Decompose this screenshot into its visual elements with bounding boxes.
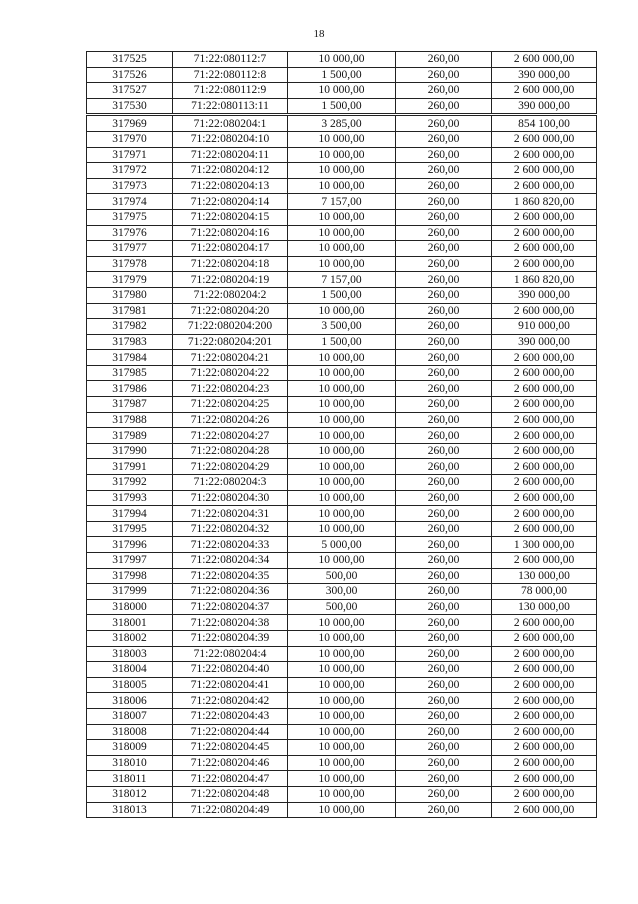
rate-cell: 260,00: [396, 272, 492, 288]
record-id-cell: 318007: [87, 708, 173, 724]
cadastral-number-cell: 71:22:080204:13: [173, 178, 288, 194]
record-id-cell: 317527: [87, 83, 173, 99]
rate-cell: 260,00: [396, 225, 492, 241]
record-id-cell: 317969: [87, 115, 173, 132]
cadastral-number-cell: 71:22:080204:33: [173, 537, 288, 553]
table-row: [87, 350, 597, 366]
table-row: [87, 303, 597, 319]
area-cell: 500,00: [288, 568, 396, 584]
area-cell: 10 000,00: [288, 693, 396, 709]
record-id-cell: 318006: [87, 693, 173, 709]
area-cell: 7 157,00: [288, 194, 396, 210]
record-id-cell: 318012: [87, 786, 173, 802]
area-cell: 10 000,00: [288, 412, 396, 428]
area-cell: 10 000,00: [288, 646, 396, 662]
value-cell: 2 600 000,00: [492, 381, 597, 397]
area-cell: 10 000,00: [288, 131, 396, 147]
area-cell: 10 000,00: [288, 521, 396, 537]
rate-cell: 260,00: [396, 662, 492, 678]
rate-cell: 260,00: [396, 693, 492, 709]
value-cell: 2 600 000,00: [492, 303, 597, 319]
value-cell: 2 600 000,00: [492, 553, 597, 569]
record-id-cell: 317999: [87, 584, 173, 600]
area-cell: 10 000,00: [288, 724, 396, 740]
value-cell: 2 600 000,00: [492, 693, 597, 709]
record-id-cell: 317970: [87, 131, 173, 147]
table-row: [87, 443, 597, 459]
table-row: [87, 771, 597, 787]
rate-cell: 260,00: [396, 241, 492, 257]
value-cell: 2 600 000,00: [492, 412, 597, 428]
record-id-cell: 317985: [87, 365, 173, 381]
value-cell: 2 600 000,00: [492, 490, 597, 506]
record-id-cell: 317984: [87, 350, 173, 366]
rate-cell: 260,00: [396, 365, 492, 381]
rate-cell: 260,00: [396, 740, 492, 756]
value-cell: 2 600 000,00: [492, 241, 597, 257]
area-cell: 500,00: [288, 599, 396, 615]
area-cell: 1 500,00: [288, 98, 396, 115]
area-cell: 10 000,00: [288, 475, 396, 491]
cadastral-number-cell: 71:22:080204:3: [173, 475, 288, 491]
value-cell: 390 000,00: [492, 67, 597, 83]
table-row: [87, 693, 597, 709]
table-row: [87, 287, 597, 303]
area-cell: 10 000,00: [288, 163, 396, 179]
table-row: [87, 584, 597, 600]
rate-cell: 260,00: [396, 397, 492, 413]
rate-cell: 260,00: [396, 319, 492, 335]
value-cell: 2 600 000,00: [492, 365, 597, 381]
cadastral-number-cell: 71:22:080204:38: [173, 615, 288, 631]
rate-cell: 260,00: [396, 147, 492, 163]
cadastral-number-cell: 71:22:080204:45: [173, 740, 288, 756]
cadastral-number-cell: 71:22:080204:27: [173, 428, 288, 444]
value-cell: 2 600 000,00: [492, 755, 597, 771]
record-id-cell: 317980: [87, 287, 173, 303]
record-id-cell: 317997: [87, 553, 173, 569]
table-row: [87, 599, 597, 615]
value-cell: 390 000,00: [492, 287, 597, 303]
area-cell: 10 000,00: [288, 178, 396, 194]
table-row: [87, 115, 597, 132]
record-id-cell: 318001: [87, 615, 173, 631]
area-cell: 10 000,00: [288, 241, 396, 257]
cadastral-number-cell: 71:22:080204:201: [173, 334, 288, 350]
cadastral-number-cell: 71:22:080204:25: [173, 397, 288, 413]
table-row: [87, 365, 597, 381]
rate-cell: 260,00: [396, 209, 492, 225]
record-id-cell: 317975: [87, 209, 173, 225]
value-cell: 2 600 000,00: [492, 786, 597, 802]
record-id-cell: 317977: [87, 241, 173, 257]
area-cell: 10 000,00: [288, 459, 396, 475]
area-cell: 10 000,00: [288, 428, 396, 444]
cadastral-number-cell: 71:22:080204:4: [173, 646, 288, 662]
record-id-cell: 318011: [87, 771, 173, 787]
table-row: [87, 521, 597, 537]
area-cell: 10 000,00: [288, 677, 396, 693]
table-row: [87, 256, 597, 272]
record-id-cell: 317991: [87, 459, 173, 475]
record-id-cell: 317973: [87, 178, 173, 194]
value-cell: 2 600 000,00: [492, 662, 597, 678]
value-cell: 2 600 000,00: [492, 475, 597, 491]
record-id-cell: 317983: [87, 334, 173, 350]
area-cell: 10 000,00: [288, 52, 396, 68]
cadastral-number-cell: 71:22:080204:35: [173, 568, 288, 584]
record-id-cell: 317998: [87, 568, 173, 584]
table-row: [87, 272, 597, 288]
rate-cell: 260,00: [396, 178, 492, 194]
value-cell: 2 600 000,00: [492, 397, 597, 413]
record-id-cell: 317988: [87, 412, 173, 428]
rate-cell: 260,00: [396, 490, 492, 506]
table-row: [87, 397, 597, 413]
cadastral-number-cell: 71:22:080204:26: [173, 412, 288, 428]
cadastral-number-cell: 71:22:080204:2: [173, 287, 288, 303]
cadastral-number-cell: 71:22:080204:29: [173, 459, 288, 475]
rate-cell: 260,00: [396, 443, 492, 459]
table-row: [87, 194, 597, 210]
value-cell: 2 600 000,00: [492, 52, 597, 68]
area-cell: 10 000,00: [288, 490, 396, 506]
rate-cell: 260,00: [396, 599, 492, 615]
rate-cell: 260,00: [396, 459, 492, 475]
table-row: [87, 740, 597, 756]
area-cell: 10 000,00: [288, 786, 396, 802]
rate-cell: 260,00: [396, 381, 492, 397]
cadastral-number-cell: 71:22:080204:1: [173, 115, 288, 132]
value-cell: 2 600 000,00: [492, 646, 597, 662]
table-row: [87, 334, 597, 350]
value-cell: 2 600 000,00: [492, 506, 597, 522]
rate-cell: 260,00: [396, 786, 492, 802]
rate-cell: 260,00: [396, 475, 492, 491]
value-cell: 2 600 000,00: [492, 131, 597, 147]
table-row: [87, 98, 597, 115]
record-id-cell: 317979: [87, 272, 173, 288]
rate-cell: 260,00: [396, 506, 492, 522]
table-row: [87, 241, 597, 257]
rate-cell: 260,00: [396, 584, 492, 600]
land-plot-table: [86, 51, 597, 818]
rate-cell: 260,00: [396, 521, 492, 537]
table-row: [87, 724, 597, 740]
record-id-cell: 317989: [87, 428, 173, 444]
table-row: [87, 802, 597, 818]
area-cell: 10 000,00: [288, 256, 396, 272]
table-row: [87, 615, 597, 631]
rate-cell: 260,00: [396, 52, 492, 68]
record-id-cell: 317993: [87, 490, 173, 506]
record-id-cell: 317971: [87, 147, 173, 163]
table-row: [87, 662, 597, 678]
cadastral-number-cell: 71:22:080204:48: [173, 786, 288, 802]
table-row: [87, 708, 597, 724]
rate-cell: 260,00: [396, 67, 492, 83]
area-cell: 1 500,00: [288, 67, 396, 83]
value-cell: 2 600 000,00: [492, 209, 597, 225]
record-id-cell: 318010: [87, 755, 173, 771]
record-id-cell: 318005: [87, 677, 173, 693]
cadastral-number-cell: 71:22:080113:11: [173, 98, 288, 115]
record-id-cell: 318002: [87, 630, 173, 646]
cadastral-number-cell: 71:22:080204:46: [173, 755, 288, 771]
value-cell: 1 300 000,00: [492, 537, 597, 553]
value-cell: 130 000,00: [492, 599, 597, 615]
area-cell: 10 000,00: [288, 771, 396, 787]
value-cell: 390 000,00: [492, 334, 597, 350]
table-row: [87, 381, 597, 397]
rate-cell: 260,00: [396, 724, 492, 740]
value-cell: 2 600 000,00: [492, 350, 597, 366]
cadastral-number-cell: 71:22:080204:32: [173, 521, 288, 537]
value-cell: 2 600 000,00: [492, 83, 597, 99]
cadastral-number-cell: 71:22:080204:23: [173, 381, 288, 397]
rate-cell: 260,00: [396, 303, 492, 319]
value-cell: 1 860 820,00: [492, 194, 597, 210]
record-id-cell: 317992: [87, 475, 173, 491]
area-cell: 3 285,00: [288, 115, 396, 132]
rate-cell: 260,00: [396, 256, 492, 272]
area-cell: 10 000,00: [288, 802, 396, 818]
cadastral-number-cell: 71:22:080204:41: [173, 677, 288, 693]
area-cell: 10 000,00: [288, 365, 396, 381]
value-cell: 2 600 000,00: [492, 256, 597, 272]
cadastral-number-cell: 71:22:080204:44: [173, 724, 288, 740]
record-id-cell: 318008: [87, 724, 173, 740]
value-cell: 2 600 000,00: [492, 802, 597, 818]
cadastral-number-cell: 71:22:080204:42: [173, 693, 288, 709]
area-cell: 1 500,00: [288, 287, 396, 303]
record-id-cell: 317525: [87, 52, 173, 68]
cadastral-number-cell: 71:22:080204:20: [173, 303, 288, 319]
record-id-cell: 318003: [87, 646, 173, 662]
cadastral-number-cell: 71:22:080204:16: [173, 225, 288, 241]
record-id-cell: 317995: [87, 521, 173, 537]
value-cell: 2 600 000,00: [492, 677, 597, 693]
rate-cell: 260,00: [396, 194, 492, 210]
record-id-cell: 317530: [87, 98, 173, 115]
rate-cell: 260,00: [396, 412, 492, 428]
rate-cell: 260,00: [396, 630, 492, 646]
rate-cell: 260,00: [396, 537, 492, 553]
rate-cell: 260,00: [396, 350, 492, 366]
table-row: [87, 147, 597, 163]
record-id-cell: 318013: [87, 802, 173, 818]
cadastral-number-cell: 71:22:080204:37: [173, 599, 288, 615]
table-row: [87, 646, 597, 662]
cadastral-number-cell: 71:22:080112:7: [173, 52, 288, 68]
rate-cell: 260,00: [396, 115, 492, 132]
rate-cell: 260,00: [396, 802, 492, 818]
value-cell: 2 600 000,00: [492, 428, 597, 444]
record-id-cell: 317986: [87, 381, 173, 397]
cadastral-number-cell: 71:22:080204:34: [173, 553, 288, 569]
value-cell: 130 000,00: [492, 568, 597, 584]
value-cell: 2 600 000,00: [492, 521, 597, 537]
rate-cell: 260,00: [396, 163, 492, 179]
rate-cell: 260,00: [396, 568, 492, 584]
record-id-cell: 317982: [87, 319, 173, 335]
table-row: [87, 506, 597, 522]
cadastral-number-cell: 71:22:080204:15: [173, 209, 288, 225]
rate-cell: 260,00: [396, 553, 492, 569]
rate-cell: 260,00: [396, 98, 492, 115]
table-row: [87, 755, 597, 771]
area-cell: 10 000,00: [288, 553, 396, 569]
rate-cell: 260,00: [396, 708, 492, 724]
value-cell: 2 600 000,00: [492, 147, 597, 163]
cadastral-number-cell: 71:22:080204:10: [173, 131, 288, 147]
area-cell: 10 000,00: [288, 83, 396, 99]
cadastral-number-cell: 71:22:080204:18: [173, 256, 288, 272]
area-cell: 10 000,00: [288, 615, 396, 631]
area-cell: 10 000,00: [288, 225, 396, 241]
area-cell: 10 000,00: [288, 443, 396, 459]
area-cell: 10 000,00: [288, 147, 396, 163]
cadastral-number-cell: 71:22:080204:39: [173, 630, 288, 646]
value-cell: 1 860 820,00: [492, 272, 597, 288]
table-row: [87, 83, 597, 99]
cadastral-number-cell: 71:22:080204:47: [173, 771, 288, 787]
table-row: [87, 537, 597, 553]
value-cell: 2 600 000,00: [492, 163, 597, 179]
cadastral-number-cell: 71:22:080204:22: [173, 365, 288, 381]
cadastral-number-cell: 71:22:080204:28: [173, 443, 288, 459]
value-cell: 2 600 000,00: [492, 225, 597, 241]
page-number: 18: [313, 28, 325, 40]
record-id-cell: 317994: [87, 506, 173, 522]
area-cell: 10 000,00: [288, 350, 396, 366]
table-row: [87, 225, 597, 241]
record-id-cell: 317976: [87, 225, 173, 241]
rate-cell: 260,00: [396, 131, 492, 147]
area-cell: 10 000,00: [288, 397, 396, 413]
cadastral-number-cell: 71:22:080204:40: [173, 662, 288, 678]
table-row: [87, 490, 597, 506]
record-id-cell: 317990: [87, 443, 173, 459]
area-cell: 10 000,00: [288, 740, 396, 756]
area-cell: 10 000,00: [288, 630, 396, 646]
area-cell: 10 000,00: [288, 662, 396, 678]
record-id-cell: 317981: [87, 303, 173, 319]
cadastral-number-cell: 71:22:080204:19: [173, 272, 288, 288]
value-cell: 78 000,00: [492, 584, 597, 600]
record-id-cell: 317972: [87, 163, 173, 179]
rate-cell: 260,00: [396, 428, 492, 444]
record-id-cell: 317974: [87, 194, 173, 210]
cadastral-number-cell: 71:22:080204:11: [173, 147, 288, 163]
table-row: [87, 131, 597, 147]
value-cell: 2 600 000,00: [492, 740, 597, 756]
table-row: [87, 412, 597, 428]
value-cell: 390 000,00: [492, 98, 597, 115]
cadastral-number-cell: 71:22:080204:31: [173, 506, 288, 522]
value-cell: 2 600 000,00: [492, 724, 597, 740]
table-row: [87, 553, 597, 569]
record-id-cell: 317978: [87, 256, 173, 272]
rate-cell: 260,00: [396, 615, 492, 631]
value-cell: 2 600 000,00: [492, 615, 597, 631]
record-id-cell: 318004: [87, 662, 173, 678]
table-row: [87, 568, 597, 584]
table-row: [87, 178, 597, 194]
area-cell: 10 000,00: [288, 755, 396, 771]
area-cell: 10 000,00: [288, 506, 396, 522]
table-row: [87, 630, 597, 646]
cadastral-number-cell: 71:22:080204:49: [173, 802, 288, 818]
record-id-cell: 318009: [87, 740, 173, 756]
table-row: [87, 163, 597, 179]
record-id-cell: 317996: [87, 537, 173, 553]
rate-cell: 260,00: [396, 677, 492, 693]
rate-cell: 260,00: [396, 287, 492, 303]
area-cell: 5 000,00: [288, 537, 396, 553]
rate-cell: 260,00: [396, 771, 492, 787]
cadastral-number-cell: 71:22:080204:30: [173, 490, 288, 506]
cadastral-number-cell: 71:22:080204:43: [173, 708, 288, 724]
record-id-cell: 318000: [87, 599, 173, 615]
cadastral-number-cell: 71:22:080204:21: [173, 350, 288, 366]
value-cell: 2 600 000,00: [492, 178, 597, 194]
value-cell: 854 100,00: [492, 115, 597, 132]
cadastral-number-cell: 71:22:080204:17: [173, 241, 288, 257]
table-row: [87, 52, 597, 68]
table-row: [87, 319, 597, 335]
area-cell: 300,00: [288, 584, 396, 600]
rate-cell: 260,00: [396, 646, 492, 662]
cadastral-number-cell: 71:22:080204:14: [173, 194, 288, 210]
cadastral-number-cell: 71:22:080204:12: [173, 163, 288, 179]
area-cell: 3 500,00: [288, 319, 396, 335]
area-cell: 1 500,00: [288, 334, 396, 350]
area-cell: 10 000,00: [288, 209, 396, 225]
table-body: [87, 52, 597, 818]
record-id-cell: 317526: [87, 67, 173, 83]
table-row: [87, 677, 597, 693]
cadastral-number-cell: 71:22:080112:8: [173, 67, 288, 83]
cadastral-number-cell: 71:22:080112:9: [173, 83, 288, 99]
value-cell: 910 000,00: [492, 319, 597, 335]
record-id-cell: 317987: [87, 397, 173, 413]
rate-cell: 260,00: [396, 755, 492, 771]
value-cell: 2 600 000,00: [492, 459, 597, 475]
table-row: [87, 786, 597, 802]
rate-cell: 260,00: [396, 334, 492, 350]
table-row: [87, 209, 597, 225]
value-cell: 2 600 000,00: [492, 630, 597, 646]
cadastral-number-cell: 71:22:080204:200: [173, 319, 288, 335]
rate-cell: 260,00: [396, 83, 492, 99]
area-cell: 10 000,00: [288, 708, 396, 724]
area-cell: 7 157,00: [288, 272, 396, 288]
table-row: [87, 459, 597, 475]
area-cell: 10 000,00: [288, 381, 396, 397]
value-cell: 2 600 000,00: [492, 771, 597, 787]
table-row: [87, 428, 597, 444]
table-row: [87, 67, 597, 83]
value-cell: 2 600 000,00: [492, 443, 597, 459]
table-row: [87, 475, 597, 491]
area-cell: 10 000,00: [288, 303, 396, 319]
value-cell: 2 600 000,00: [492, 708, 597, 724]
cadastral-number-cell: 71:22:080204:36: [173, 584, 288, 600]
